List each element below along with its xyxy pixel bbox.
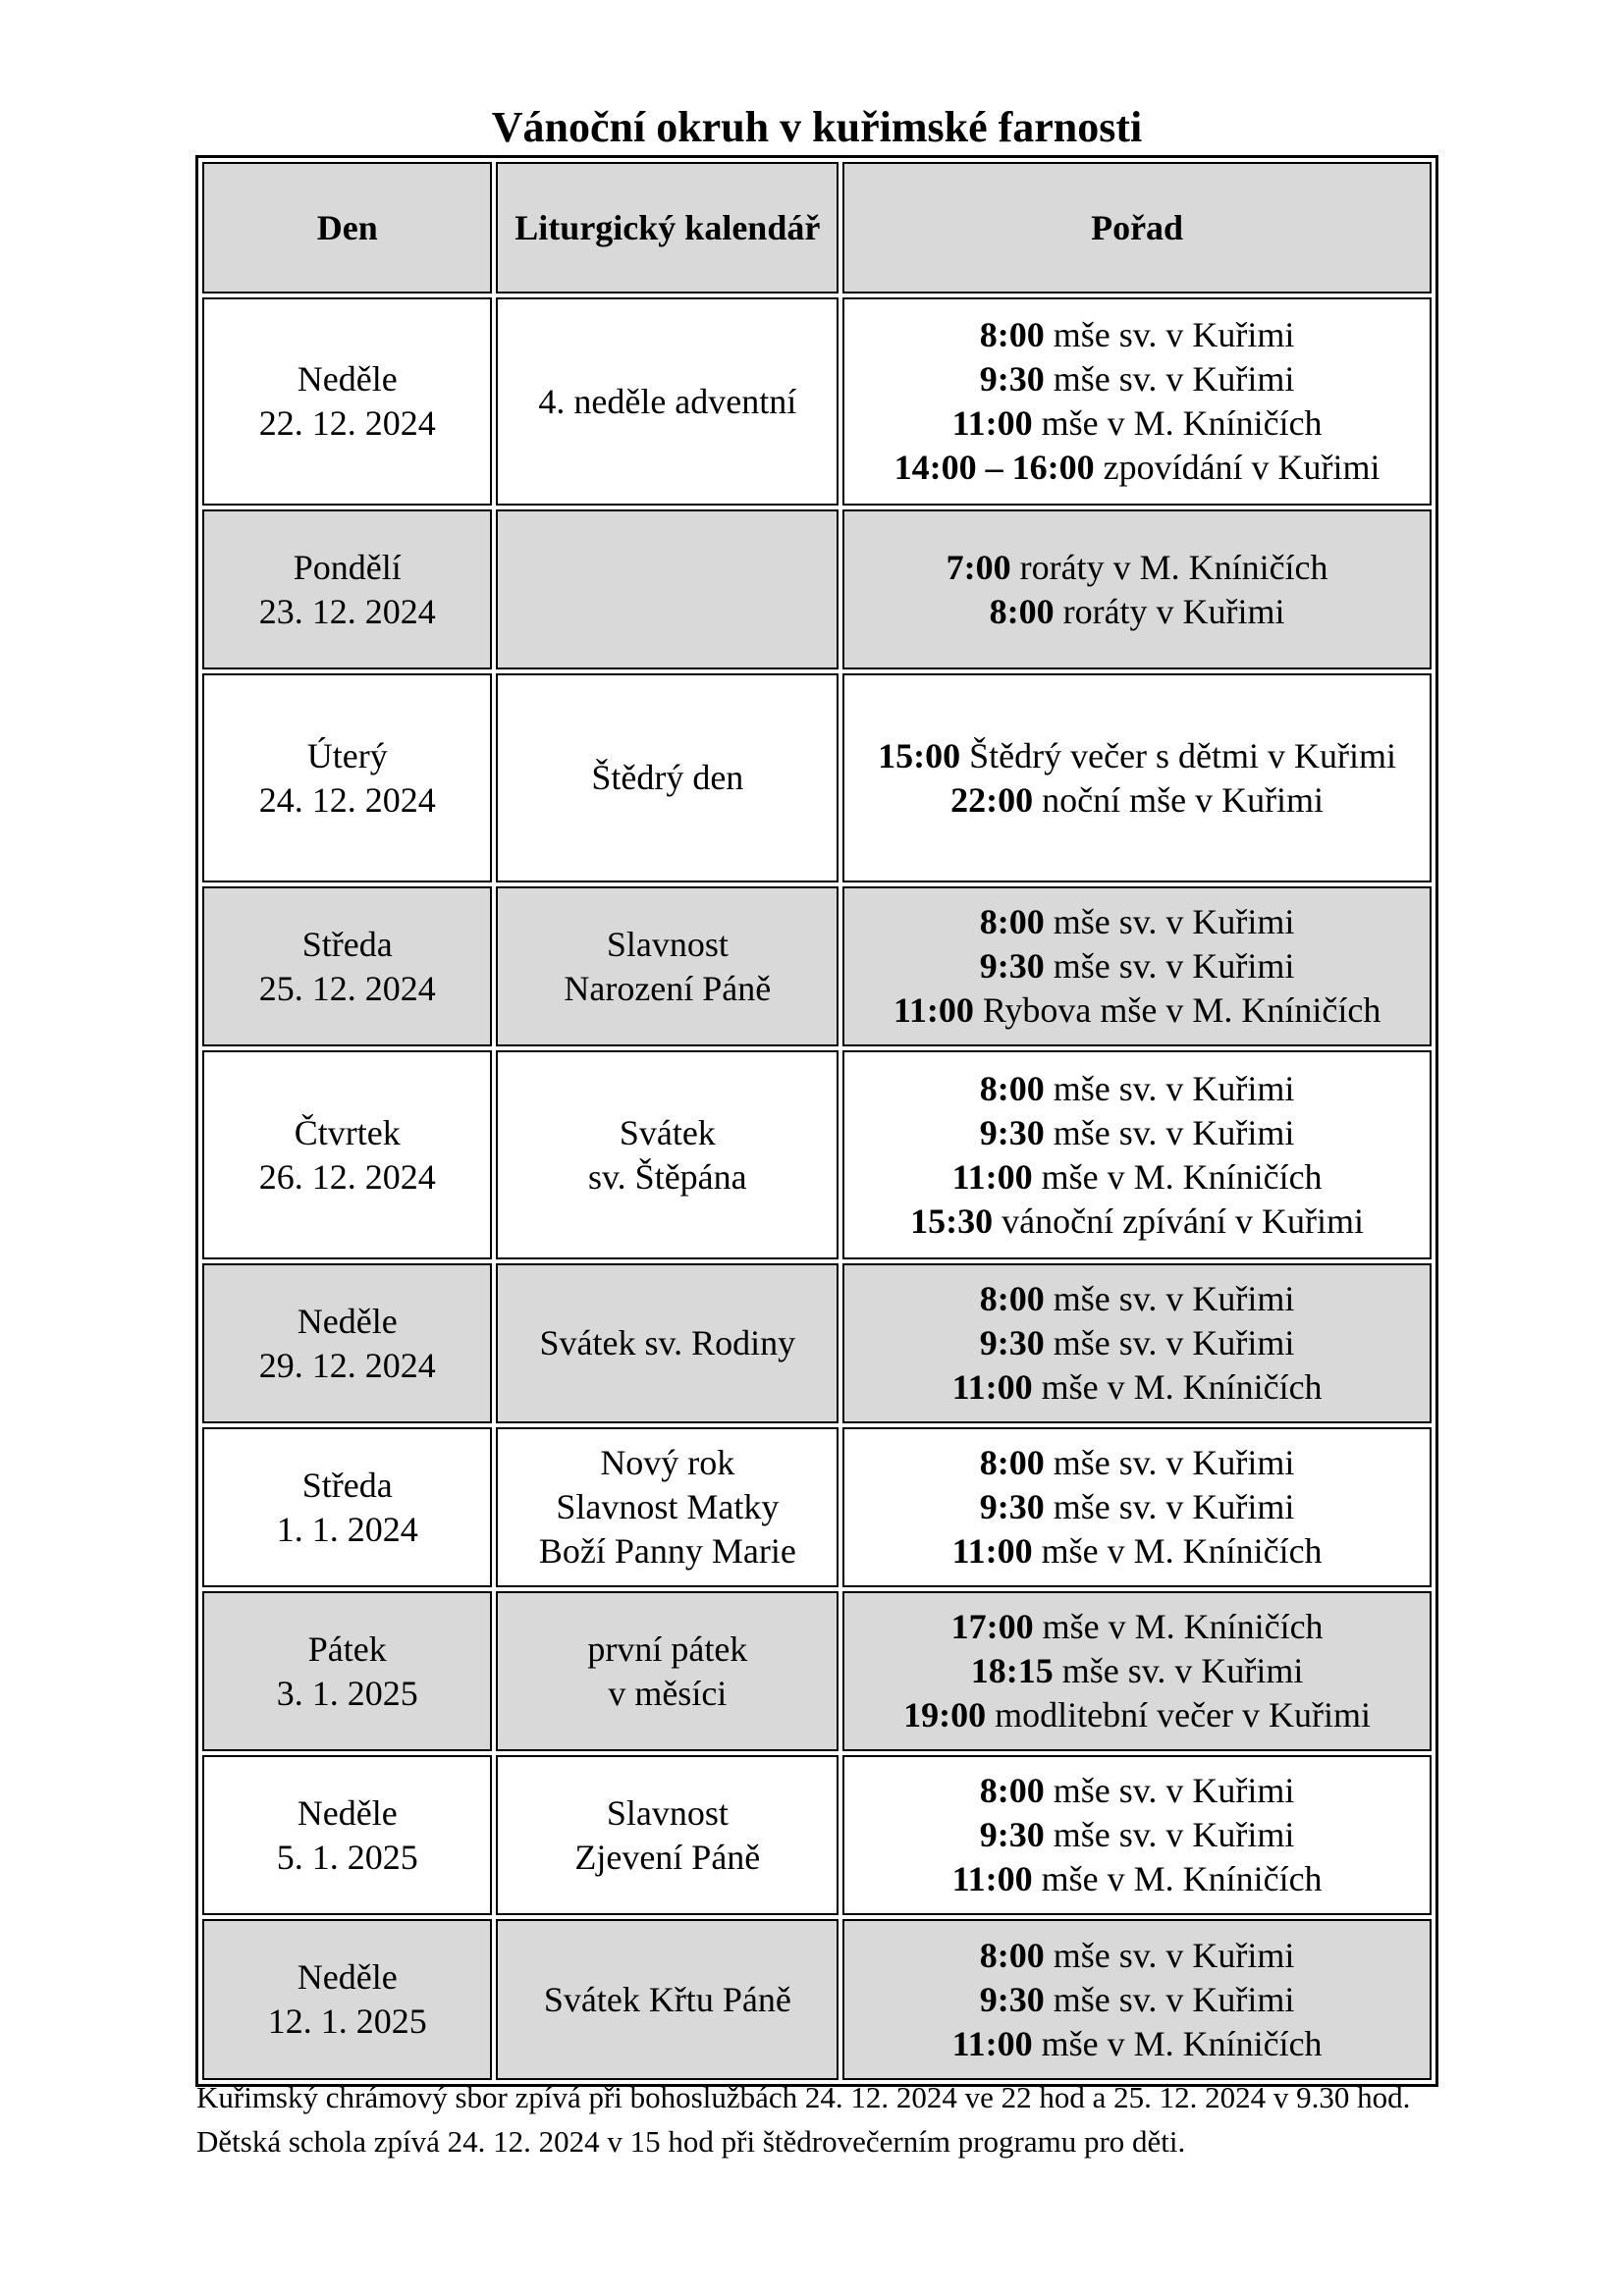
program-item — [848, 1365, 1426, 1410]
table-row — [202, 1263, 1432, 1423]
program-cell — [842, 1050, 1432, 1259]
program-item — [848, 944, 1426, 988]
program-time: 9:30 — [979, 1815, 1045, 1854]
day-cell — [202, 1755, 492, 1915]
program-time: 14:00 – 16:00 — [893, 448, 1095, 487]
program-time: 18:15 — [970, 1651, 1054, 1690]
day-name: Středa — [301, 924, 393, 964]
program-time: 22:00 — [950, 779, 1034, 820]
liturgy-line: Svátek sv. Rodiny — [539, 1323, 796, 1362]
program-item — [848, 1277, 1426, 1321]
table-row — [202, 1919, 1432, 2080]
program-description: mše v M. Kníničích — [1041, 1531, 1323, 1571]
program-description: mše v M. Kníničích — [1041, 1156, 1323, 1197]
day-cell — [202, 297, 492, 506]
table-row — [202, 1755, 1432, 1915]
program-item — [848, 988, 1426, 1033]
liturgy-line: Svátek — [619, 1112, 716, 1152]
footer-notes — [196, 2075, 1437, 2163]
table-header-row — [202, 162, 1432, 294]
program-item — [848, 1485, 1426, 1529]
program-time: 15:30 — [910, 1201, 994, 1241]
column-header-liturgical-calendar: Liturgický kalendář — [496, 162, 839, 294]
program-description: mše sv. v Kuřimi — [1053, 902, 1295, 941]
program-item — [848, 446, 1426, 490]
program-item — [848, 313, 1426, 357]
liturgy-line: Slavnost — [606, 1792, 729, 1833]
day-cell — [202, 1263, 492, 1423]
liturgy-line: v měsíci — [608, 1673, 728, 1713]
program-item — [848, 2022, 1426, 2066]
program-time: 11:00 — [951, 1156, 1033, 1197]
program-time: 11:00 — [951, 1859, 1033, 1898]
day-name: Neděle — [297, 359, 398, 399]
program-description: mše v M. Kníničích — [1042, 1607, 1324, 1646]
liturgy-line: první pátek — [587, 1629, 748, 1669]
liturgy-cell — [496, 1919, 839, 2080]
program-cell — [842, 1263, 1432, 1423]
liturgy-cell — [496, 886, 839, 1046]
program-item — [848, 778, 1426, 823]
day-date: 22. 12. 2024 — [258, 403, 436, 443]
program-description: mše sv. v Kuřimi — [1053, 1979, 1295, 2019]
program-time: 9:30 — [979, 1487, 1045, 1526]
program-description: noční mše v Kuřimi — [1042, 779, 1325, 820]
day-date: 5. 1. 2025 — [276, 1837, 418, 1877]
liturgy-cell — [496, 673, 839, 882]
program-time: 19:00 — [903, 1695, 987, 1735]
program-description: mše sv. v Kuřimi — [1053, 1815, 1295, 1854]
program-description: mše sv. v Kuřimi — [1053, 1771, 1295, 1810]
day-name: Středa — [301, 1465, 393, 1505]
program-item — [848, 1813, 1426, 1857]
program-description: modlitební večer v Kuřimi — [995, 1695, 1372, 1735]
program-time: 17:00 — [950, 1607, 1034, 1646]
program-item — [848, 1155, 1426, 1200]
program-cell — [842, 886, 1432, 1046]
liturgy-cell — [496, 1427, 839, 1587]
program-time: 9:30 — [979, 946, 1045, 986]
program-item — [848, 1934, 1426, 1978]
program-item — [848, 734, 1426, 778]
program-description: mše sv. v Kuřimi — [1053, 1443, 1295, 1482]
program-description: mše sv. v Kuřimi — [1053, 1487, 1295, 1526]
program-description: mše sv. v Kuřimi — [1053, 1279, 1295, 1318]
liturgy-line: Svátek Křtu Páně — [543, 1979, 791, 2019]
liturgy-line: Zjevení Páně — [574, 1837, 761, 1877]
table-row — [202, 673, 1432, 882]
program-description: mše v M. Kníničích — [1041, 403, 1323, 443]
program-description: mše v M. Kníničích — [1041, 1367, 1323, 1407]
program-description: mše sv. v Kuřimi — [1061, 1651, 1304, 1690]
day-date: 3. 1. 2025 — [276, 1673, 418, 1713]
program-description: mše sv. v Kuřimi — [1053, 946, 1295, 986]
column-header-day: Den — [202, 162, 492, 294]
program-time: 8:00 — [979, 902, 1045, 941]
footer-note-schola: Dětská schola zpívá 24. 12. 2024 v 15 hod při štědrovečerním programu pro děti. — [196, 2124, 1186, 2159]
day-name: Pátek — [307, 1629, 387, 1669]
day-date: 1. 1. 2024 — [276, 1509, 418, 1549]
day-cell — [202, 509, 492, 669]
program-item — [848, 1111, 1426, 1155]
program-cell — [842, 673, 1432, 882]
program-cell — [842, 1919, 1432, 2080]
program-time: 15:00 — [878, 735, 961, 775]
day-date: 26. 12. 2024 — [258, 1156, 436, 1197]
program-time: 7:00 — [946, 547, 1011, 587]
program-description: mše sv. v Kuřimi — [1053, 315, 1295, 354]
liturgy-line: Boží Panny Marie — [538, 1531, 796, 1571]
page-title: Vánoční okruh v kuřimské farnosti — [491, 103, 1143, 151]
day-date: 24. 12. 2024 — [258, 779, 436, 820]
day-name: Úterý — [306, 735, 388, 775]
liturgy-line: Slavnost Matky — [556, 1487, 780, 1526]
program-item — [848, 1649, 1426, 1693]
program-description: mše sv. v Kuřimi — [1053, 1112, 1295, 1152]
liturgy-cell — [496, 297, 839, 506]
footer-note-choir: Kuřimský chrámový sbor zpívá při bohoslužbách 24. 12. 2024 ve 22 hod a 25. 12. 2024 v 9.30 hod. — [196, 2080, 1411, 2114]
liturgy-line: Slavnost — [606, 924, 729, 964]
program-description: mše sv. v Kuřimi — [1053, 1935, 1295, 1975]
program-cell — [842, 297, 1432, 506]
day-cell — [202, 673, 492, 882]
program-item — [848, 1605, 1426, 1649]
program-item — [848, 1769, 1426, 1813]
program-description: Rybova mše v M. Kníničích — [982, 990, 1381, 1030]
program-item — [848, 1978, 1426, 2022]
program-item — [848, 1693, 1426, 1737]
program-item — [848, 1529, 1426, 1574]
day-cell — [202, 1591, 492, 1751]
day-name: Čtvrtek — [294, 1112, 401, 1152]
program-item — [848, 546, 1426, 590]
program-description: mše v M. Kníničích — [1041, 2023, 1323, 2063]
program-time: 8:00 — [979, 1443, 1045, 1482]
program-description: Štědrý večer s dětmi v Kuřimi — [969, 735, 1397, 775]
table-row — [202, 297, 1432, 506]
program-description: zpovídání v Kuřimi — [1103, 448, 1380, 487]
day-name: Neděle — [297, 1792, 398, 1833]
program-item — [848, 1321, 1426, 1365]
program-item — [848, 401, 1426, 446]
program-cell — [842, 1591, 1432, 1751]
program-time: 8:00 — [979, 1068, 1045, 1108]
program-cell — [842, 1427, 1432, 1587]
program-description: mše v M. Kníničích — [1041, 1859, 1323, 1898]
program-time: 11:00 — [951, 2023, 1033, 2063]
liturgy-line: 4. neděle adventní — [538, 381, 797, 421]
program-description: vánoční zpívání v Kuřimi — [1001, 1201, 1365, 1241]
program-cell — [842, 1755, 1432, 1915]
program-item — [848, 1857, 1426, 1901]
day-cell — [202, 1919, 492, 2080]
program-time: 9:30 — [979, 359, 1045, 399]
program-cell — [842, 509, 1432, 669]
day-name: Pondělí — [293, 547, 402, 587]
program-time: 9:30 — [979, 1323, 1045, 1362]
liturgy-cell — [496, 1050, 839, 1259]
program-description: mše sv. v Kuřimi — [1053, 1068, 1295, 1108]
program-item — [848, 1200, 1426, 1244]
day-name: Neděle — [297, 1301, 398, 1341]
program-time: 9:30 — [979, 1112, 1045, 1152]
liturgy-line: Štědrý den — [591, 758, 744, 797]
table-row — [202, 509, 1432, 669]
day-date: 25. 12. 2024 — [258, 968, 436, 1008]
program-time: 8:00 — [979, 315, 1045, 354]
liturgy-line: Nový rok — [600, 1443, 735, 1482]
day-date: 29. 12. 2024 — [258, 1345, 436, 1385]
day-date: 12. 1. 2025 — [267, 2002, 427, 2041]
day-name: Neděle — [297, 1957, 398, 1997]
program-time: 9:30 — [979, 1979, 1045, 2019]
day-cell — [202, 1427, 492, 1587]
program-time: 8:00 — [979, 1771, 1045, 1810]
program-time: 8:00 — [989, 591, 1055, 631]
column-header-program: Pořad — [842, 162, 1432, 294]
program-time: 11:00 — [893, 990, 974, 1030]
liturgy-cell — [496, 1263, 839, 1423]
day-date: 23. 12. 2024 — [258, 591, 436, 631]
liturgy-cell — [496, 1755, 839, 1915]
program-item — [848, 1441, 1426, 1485]
table-row — [202, 886, 1432, 1046]
schedule-table — [195, 155, 1438, 2087]
program-description: roráty v M. Kníničích — [1019, 547, 1328, 587]
table-row — [202, 1050, 1432, 1259]
program-time: 11:00 — [951, 403, 1033, 443]
table-row — [202, 1427, 1432, 1587]
program-time: 11:00 — [951, 1531, 1033, 1571]
program-time: 8:00 — [979, 1279, 1045, 1318]
liturgy-cell — [496, 1591, 839, 1751]
program-item — [848, 1067, 1426, 1111]
day-cell — [202, 1050, 492, 1259]
program-item — [848, 357, 1426, 401]
program-time: 11:00 — [951, 1367, 1033, 1407]
program-description: mše sv. v Kuřimi — [1053, 359, 1295, 399]
table-row — [202, 1591, 1432, 1751]
day-cell — [202, 886, 492, 1046]
liturgy-line: Narození Páně — [564, 968, 772, 1008]
liturgy-cell — [496, 509, 839, 669]
program-item — [848, 590, 1426, 634]
program-description: mše sv. v Kuřimi — [1053, 1323, 1295, 1362]
program-time: 8:00 — [979, 1935, 1045, 1975]
program-description: roráty v Kuřimi — [1062, 591, 1285, 631]
liturgy-line: sv. Štěpána — [588, 1156, 747, 1197]
program-item — [848, 900, 1426, 944]
